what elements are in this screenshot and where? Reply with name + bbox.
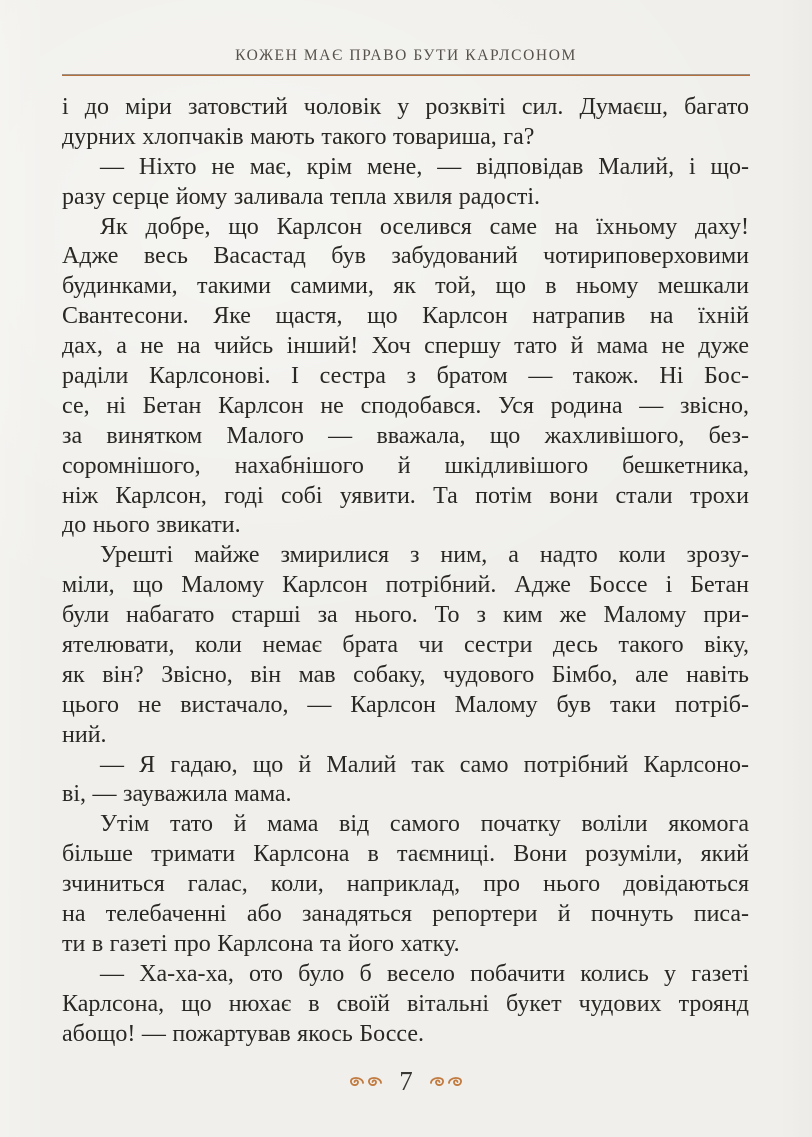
text-line: Урешті майже змирилися з ним, а надто коли зрозу- — [100, 542, 749, 569]
text-line: дах, а не на чийсь інший! Хоч спершу тато й мама не дуже — [62, 333, 749, 360]
text-line: — Ха-ха-ха, ото було б весело побачити колись у газеті — [100, 960, 749, 987]
text-line: дурних хлопчаків мають такого товариша, га? — [62, 123, 535, 150]
text-line: се, ні Бетан Карлсон не сподобався. Уся родина — звісно, — [62, 392, 749, 419]
text-line: і до міри затовстий чоловік у розквіті сил. Думаєш, багато — [62, 94, 749, 120]
text-line: більше тримати Карлсона в таємниці. Вони розуміли, який — [62, 841, 749, 868]
text-line: будинками, такими самими, як той, що в ньому мешкали — [62, 273, 749, 300]
text-line: Як добре, що Карлсон оселився саме на їхньому даху! — [100, 213, 749, 240]
text-line: міли, що Малому Карлсон потрібний. Адже Боссе і Бетан — [62, 572, 749, 599]
text-line: Карлсона, що нюхає в своїй вітальні букет чудових троянд — [62, 990, 749, 1017]
text-line: Свантесони. Яке щастя, що Карлсон натрапив на їхній — [62, 303, 749, 330]
scroll-ornament-right-icon — [426, 1073, 464, 1089]
text-line: разу серце йому заливала тепла хвиля радості. — [62, 183, 541, 210]
text-line: ти в газеті про Карлсона та його хатку. — [62, 930, 460, 957]
text-line: за винятком Малого — вважала, що жахливішого, без- — [62, 422, 749, 449]
body-text — [62, 93, 749, 1050]
text-line: Адже весь Васастад був забудований чотириповерховими — [62, 243, 749, 270]
text-line: раділи Карлсонові. І сестра з братом — також. Ні Бос- — [62, 363, 749, 390]
text-line: абощо! — пожартував якось Боссе. — [62, 1020, 424, 1047]
text-line: Утім тато й мама від самого початку воліли якомога — [100, 811, 749, 838]
text-line: на телебаченні або занадяться репортери й почнуть писа- — [62, 901, 749, 928]
text-line: були набагато старші за нього. То з ким же Малому при- — [62, 602, 749, 629]
text-line: соромнішого, нахабнішого й шкідливішого бешкетника, — [62, 452, 749, 479]
text-line: ніж Карлсон, годі собі уявити. Та потім вони стали трохи — [62, 482, 749, 509]
page-number: 7 — [399, 1066, 413, 1096]
text-line: ний. — [62, 721, 107, 748]
page-footer — [0, 1066, 812, 1096]
text-line: ві, — зауважила мама. — [62, 781, 292, 808]
running-head — [62, 47, 750, 76]
text-line: як він? Звісно, він мав собаку, чудового Бімбо, але навіть — [62, 661, 749, 688]
text-line: ятелювати, коли немає брата чи сестри десь такого віку, — [62, 632, 749, 659]
text-line: — Ніхто не має, крім мене, — відповідав Малий, і що- — [100, 153, 749, 180]
text-line: — Я гадаю, що й Малий так само потрібний Карлсоно- — [100, 751, 749, 778]
chapter-title: КОЖЕН МАЄ ПРАВО БУТИ КАРЛСОНОМ — [235, 47, 577, 64]
text-line: до нього звикати. — [62, 512, 241, 539]
text-line: цього не вистачало, — Карлсон Малому був таки потріб- — [62, 691, 749, 718]
scroll-ornament-left-icon — [348, 1073, 386, 1089]
header-rule-divider — [62, 74, 750, 76]
text-line: зчиниться галас, коли, наприклад, про нього довідаються — [62, 871, 749, 898]
